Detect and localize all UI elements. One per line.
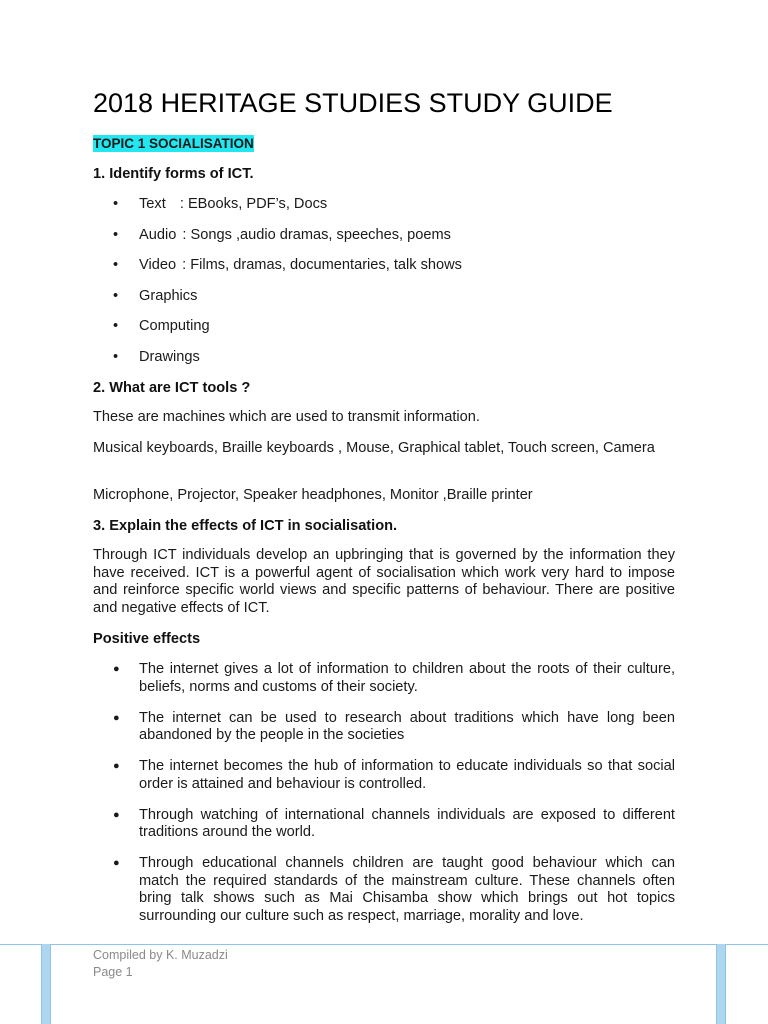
ict-form-label: Drawings <box>139 348 200 365</box>
ict-form-label: Text <box>139 196 166 212</box>
bullet-icon: • <box>113 287 119 304</box>
ict-form-separator: : <box>182 257 187 274</box>
bullet-icon: ● <box>113 663 120 675</box>
bullet-icon: • <box>113 318 119 335</box>
ict-form-examples: Films, dramas, documentaries, talk shows <box>190 257 462 274</box>
ict-form-separator: : <box>179 196 184 212</box>
positive-effect-item <box>93 661 675 696</box>
footer-right-bar <box>716 944 726 1024</box>
ict-tools-list-2: Microphone, Projector, Speaker headphones, Monitor ,Braille printer <box>93 487 533 503</box>
question-3-heading: 3. Explain the effects of ICT in socialisation. <box>93 518 398 534</box>
ict-form-label: Video <box>139 257 177 274</box>
footer-compiled-by: Compiled by K. Muzadzi <box>93 948 228 962</box>
ict-tools-list-1: Musical keyboards, Braille keyboards , Mouse, Graphical tablet, Touch screen, Camera <box>93 440 655 456</box>
bullet-icon: ● <box>113 808 120 821</box>
footer-left-bar <box>41 944 51 1024</box>
ict-form-item <box>93 288 675 319</box>
bullet-icon: ● <box>113 760 120 772</box>
ict-form-label: Graphics <box>139 287 198 304</box>
bullet-icon: • <box>113 226 119 243</box>
positive-effect-item <box>93 855 675 925</box>
question-2-heading: 2. What are ICT tools ? <box>93 380 251 396</box>
positive-effect-text: The internet gives a lot of information to children about the roots of their culture, beliefs, norms and customs of their society. <box>139 661 675 695</box>
positive-effect-item <box>93 758 675 793</box>
bullet-icon: ● <box>113 857 120 869</box>
footer-page-number: Page 1 <box>93 965 133 979</box>
ict-form-item <box>93 318 675 349</box>
ict-form-item <box>93 196 675 227</box>
ict-form-item <box>93 227 675 258</box>
ict-form-label: Audio <box>139 226 177 243</box>
bullet-icon: • <box>113 348 119 365</box>
positive-effect-text: The internet becomes the hub of information to educate individuals so that social order is attained and behaviour is controlled. <box>139 758 675 792</box>
positive-effect-text: Through educational channels children are taught good behaviour which can match the required standards of the mainstream culture. These channels often bring talk shows such as Mai Chisamba show which brings out hot topics surrounding our culture such as respect, marriage, morality and love. <box>139 855 675 924</box>
ict-form-item <box>93 257 675 288</box>
effects-intro-paragraph: Through ICT individuals develop an upbringing that is governed by the information they have received. ICT is a powerful agent of socialisation which work very hard to impose and reinforce specific world views and specific patterns of behaviour. There are positive and negative effects of ICT. <box>93 547 675 616</box>
ict-form-separator: : <box>182 226 187 243</box>
ict-form-examples: EBooks, PDF’s, Docs <box>187 196 328 212</box>
positive-effect-item <box>93 807 675 842</box>
positive-effects-list <box>93 661 675 939</box>
positive-effect-text: Through watching of international channels individuals are exposed to different traditions around the world. <box>139 806 675 840</box>
positive-effects-heading: Positive effects <box>93 631 201 647</box>
ict-forms-list <box>93 196 675 380</box>
positive-effect-text: The internet can be used to research about traditions which have long been abandoned by the people in the societies <box>139 709 675 743</box>
ict-form-examples: Songs ,audio dramas, speeches, poems <box>190 226 451 243</box>
bullet-icon: • <box>113 196 119 212</box>
bullet-icon: • <box>113 257 119 274</box>
bullet-icon: ● <box>113 711 120 724</box>
positive-effect-item <box>93 710 675 745</box>
document-title: 2018 HERITAGE STUDIES STUDY GUIDE <box>93 88 613 118</box>
ict-tools-definition: These are machines which are used to transmit information. <box>93 409 480 425</box>
ict-form-item <box>93 349 675 380</box>
ict-form-label: Computing <box>139 318 210 335</box>
question-1-heading: 1. Identify forms of ICT. <box>93 166 254 182</box>
footer-rule <box>0 944 768 945</box>
topic-heading: TOPIC 1 SOCIALISATION <box>93 136 254 151</box>
